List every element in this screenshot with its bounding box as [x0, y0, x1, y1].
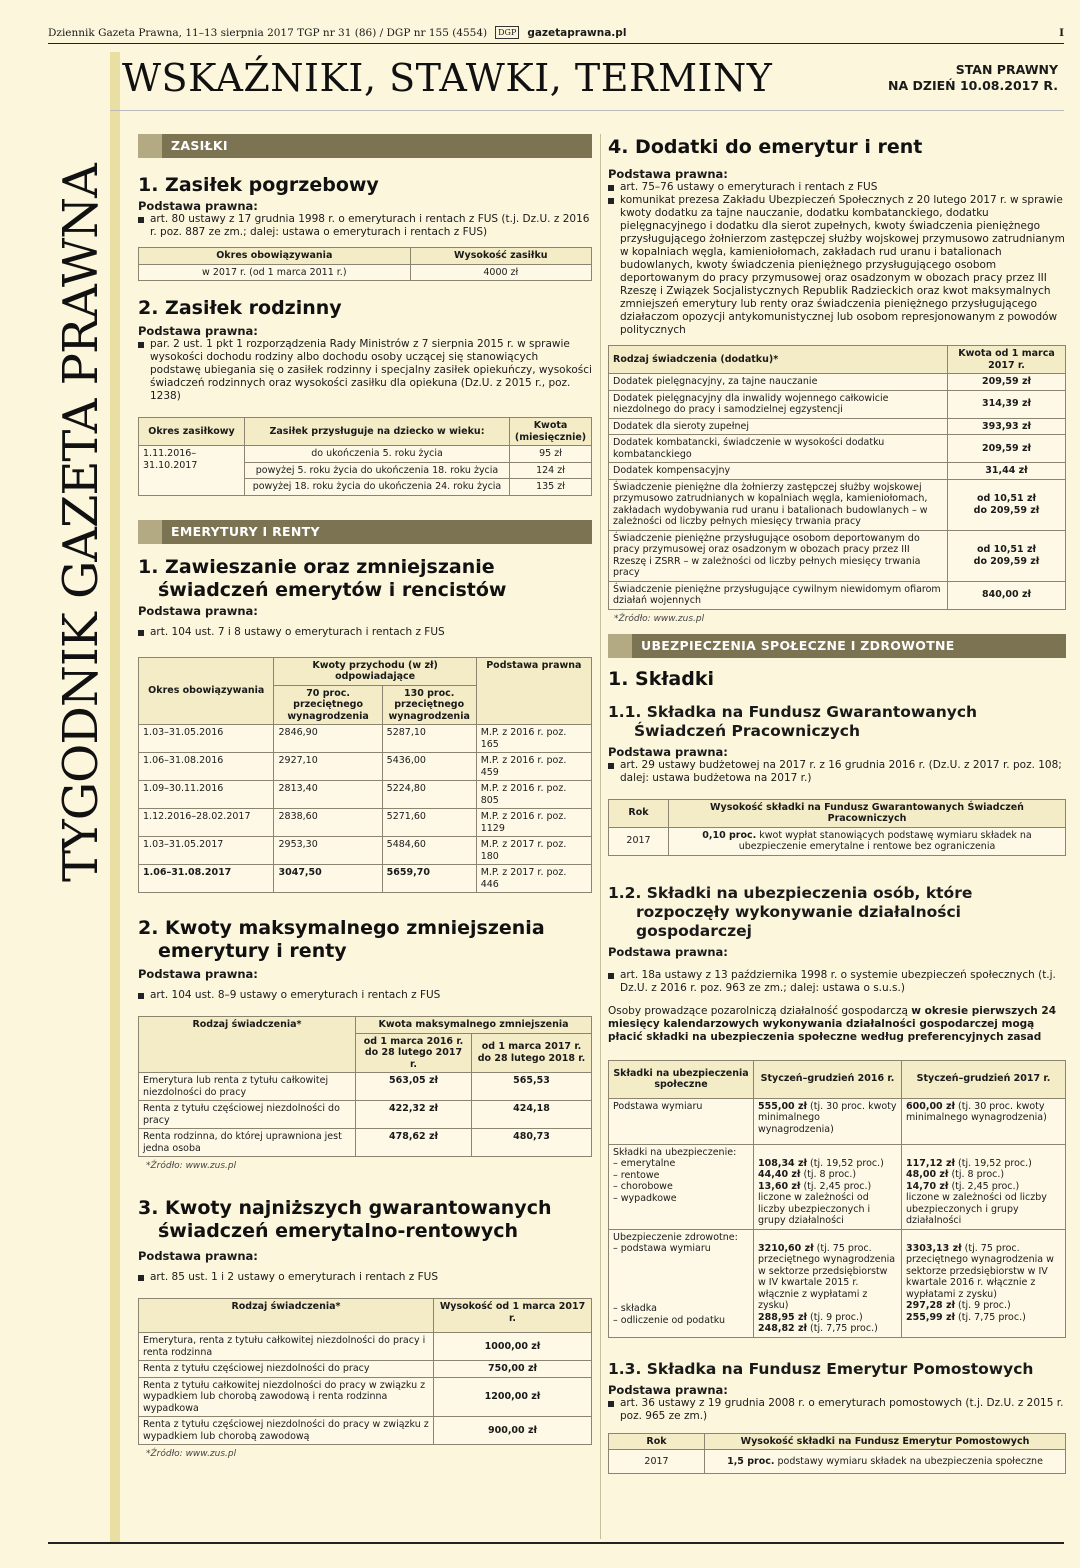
- cell: [948, 374, 1066, 391]
- table-row: [609, 581, 1066, 609]
- cell: Emerytura lub renta z tytułu całkowitej niezdolności do pracy: [139, 1073, 356, 1101]
- cell: Renta z tytułu częściowej niezdolności do pracy w związku z wypadkiem lub chorobą zawodową: [139, 1417, 434, 1445]
- table-maks-zmniejszenie: [138, 1016, 592, 1157]
- text: (tj. 7,75 proc.): [955, 1311, 1026, 1323]
- th: Wysokość od 1 marca 2017 r.: [434, 1299, 592, 1333]
- source-note: *Źródło: www.zus.pl: [146, 1161, 237, 1171]
- cell: do ukończenia 5. roku życia: [245, 446, 510, 463]
- cell: [948, 390, 1066, 418]
- cell: 1.12.2016–28.02.2017: [139, 809, 274, 837]
- cell: [754, 1144, 902, 1229]
- table-row: [609, 530, 1066, 581]
- page-title: WSKAŹNIKI, STAWKI, TERMINY: [122, 56, 773, 100]
- table-row: [609, 1229, 1066, 1337]
- cell: M.P. z 2016 r. poz. 805: [476, 781, 591, 809]
- table-row: [139, 753, 592, 781]
- line: [758, 1243, 897, 1312]
- th: Kwota maksymalnego zmniejszenia: [356, 1017, 592, 1034]
- value: 31,44 zł: [985, 465, 1028, 476]
- cell: Dodatek kombatancki, świadczenie w wysokości dodatku kombatanckiego: [609, 435, 948, 463]
- cell: 2838,60: [274, 809, 382, 837]
- cell: [948, 530, 1066, 581]
- th: 70 proc. przeciętnego wynagrodzenia: [274, 685, 382, 725]
- cell: [948, 463, 1066, 480]
- th: Wysokość zasiłku: [410, 248, 591, 265]
- cell: 1200,00 zł: [434, 1377, 592, 1417]
- table-row: [139, 1361, 592, 1378]
- cell: Świadczenie pieniężne przysługujące osobom deportowanym do pracy przymusowej oraz osadzonym w obozach pracy przez III Rzeszę i ZSRR – w zależności od liczby pełnych miesięcy trwania pracy: [609, 530, 948, 581]
- table-row: [609, 1144, 1066, 1229]
- cell: 5224,80: [382, 781, 476, 809]
- table-zasilek-rodzinny: [138, 417, 592, 496]
- stan-line1: STAN PRAWNY: [955, 62, 1058, 77]
- th: Styczeń–grudzień 2017 r.: [902, 1060, 1066, 1098]
- text: Ubezpieczenie zdrowotne:: [613, 1231, 738, 1243]
- value: 393,93 zł: [981, 420, 1032, 432]
- publication-info: Dziennik Gazeta Prawna, 11–13 sierpnia 2017 TGP nr 31 (86) / DGP nr 155 (4554): [48, 26, 488, 39]
- table-row: [139, 865, 592, 893]
- source-note: *Źródło: www.zus.pl: [614, 613, 705, 624]
- text: (tj. 30 proc. kwoty minimalnego wynagrodzenia): [906, 1100, 1047, 1123]
- value: do 209,59 zł: [973, 555, 1040, 567]
- value: 48,00 zł: [906, 1169, 949, 1180]
- cell: 478,62 zł: [356, 1129, 472, 1157]
- text: – emerytalne: [613, 1158, 676, 1169]
- table-row: [609, 479, 1066, 530]
- cell: Emerytura, renta z tytułu całkowitej niezdolności do pracy i renta rodzinna: [139, 1333, 434, 1361]
- cell: [948, 435, 1066, 463]
- stan-prawny: [888, 62, 1058, 94]
- legal-basis-label: Podstawa prawna:: [608, 944, 728, 959]
- text: (tj. 2,45 proc.): [800, 1180, 872, 1192]
- cell: 1.11.2016–31.10.2017: [139, 446, 245, 496]
- source-note: *Źródło: www.zus.pl: [146, 1449, 237, 1459]
- text: – odliczenie od podatku: [613, 1314, 725, 1326]
- table-zawieszanie: [138, 657, 592, 894]
- top-bar: [48, 22, 1064, 44]
- vertical-title: TYGODNIK GAZETA PRAWNA: [53, 164, 109, 882]
- text: (tj. 30 proc. kwoty minimalnego wynagrodzenia): [758, 1100, 897, 1135]
- section-band-zasilki: ZASIŁKI: [138, 134, 592, 158]
- legal-basis-label: Podstawa prawna:: [138, 603, 258, 618]
- column-separator: [600, 134, 601, 1539]
- text: (tj. 75 proc. przeciętnego wynagrodzenia w sektorze przedsiębiorstw w IV kwartale 2015 r. włącznie z wypłatami z zysku): [758, 1242, 896, 1311]
- legal-basis-label: Podstawa prawna:: [608, 1382, 728, 1397]
- value: 1,5 proc.: [727, 1455, 775, 1467]
- cell: Renta z tytułu częściowej niezdolności do pracy: [139, 1101, 356, 1129]
- cell: 563,05 zł: [356, 1073, 472, 1101]
- line: [906, 1169, 1061, 1181]
- cell: 124 zł: [510, 462, 592, 479]
- th: Wysokość składki na Fundusz Emerytur Pomostowych: [705, 1433, 1066, 1450]
- cell: 5659,70: [382, 865, 476, 893]
- value: 248,82 zł: [758, 1323, 808, 1334]
- cell: Dodatek pielęgnacyjny dla inwalidy wojennego całkowicie niezdolnego do pracy i samodzielnej egzystencji: [609, 390, 948, 418]
- cell: 5436,00: [382, 753, 476, 781]
- legal-basis-item: art. 29 ustawy budżetowej na 2017 r. z 16 grudnia 2016 r. (Dz.U. z 2017 r. poz. 108; dalej: ustawa budżetowa na 2017 r.): [608, 759, 1066, 785]
- value: 255,99 zł: [906, 1311, 956, 1323]
- cell: 2927,10: [274, 753, 382, 781]
- th: Kwota od 1 marca 2017 r.: [948, 346, 1066, 374]
- cell: Dodatek dla sieroty zupełnej: [609, 418, 948, 435]
- cell: Świadczenie pieniężne dla żołnierzy zastępczej służby wojskowej przymusowo zatrudnianych w kopalniach węgla, kamieniołomach, zakładach wydobywania rud uranu i batalionach budowlanych – w zależności od liczby pełnych miesięcy trwania pracy: [609, 479, 948, 530]
- legal-basis-item: art. 85 ust. 1 i 2 ustawy o emeryturach i rentach z FUS: [138, 1271, 592, 1284]
- cell: [609, 1229, 754, 1337]
- text: – rentowe: [613, 1169, 660, 1181]
- table-row: [609, 1098, 1066, 1144]
- value: 314,39 zł: [981, 398, 1032, 410]
- legal-basis-label: Podstawa prawna:: [608, 744, 728, 759]
- cell: [902, 1229, 1066, 1337]
- value: 297,28 zł: [906, 1300, 956, 1311]
- cell: Podstawa wymiaru: [609, 1098, 754, 1144]
- th: Okres obowiązywania: [139, 657, 274, 725]
- section-title: 3. Kwoty najniższych gwarantowanych świadczeń emerytalno-rentowych: [138, 1197, 552, 1242]
- table-row: [139, 1073, 592, 1101]
- line: [906, 1312, 1061, 1324]
- th: od 1 marca 2017 r. do 28 lutego 2018 r.: [472, 1033, 592, 1073]
- cell: 5484,60: [382, 837, 476, 865]
- legal-basis-label: Podstawa prawna:: [138, 324, 258, 338]
- section-title: 2. Zasiłek rodzinny: [138, 297, 342, 319]
- th: Rodzaj świadczenia*: [139, 1299, 434, 1333]
- value: 840,00 zł: [981, 589, 1032, 601]
- cell: Renta z tytułu całkowitej niezdolności do pracy w związku z wypadkiem lub chorobą zawodową i renta rodzinna wypadkowa: [139, 1377, 434, 1417]
- value: kwot wypłat stanowiących podstawę wymiaru składek na ubezpieczenie emerytalne i rentowe bez ograniczenia: [738, 829, 1032, 852]
- legal-basis-item: komunikat prezesa Zakładu Ubezpieczeń Społecznych z 20 lutego 2017 r. w sprawie kwoty dodatku za tajne nauczanie, dodatku kombatanckiego, dodatku pielęgnacyjnego i dodatku dla sierot zupełnych, kwoty świadczenia pieniężnego przysługującego żołnierzom zastępczej służby wojskowej przymusowo zatrudnianym w kopalniach węgla, kamieniołomach, zakładach rud uranu i batalionach budowlanych, kwoty świadczenia pieniężnego przysługującego osobom deportowanym do pracy przymusowej oraz osadzonym w obozach pracy przez III Rzeszę i Związek Socjalistycznych Republik Radzieckich oraz kwot maksymalnych zmniejszeń emerytury lub renty oraz świadczenia pieniężnego przysługującego działaczom opozycji antykomunistycznej lub osobom represjonowanym z powodów politycznych: [608, 194, 1066, 337]
- stan-line2: NA DZIEŃ 10.08.2017 R.: [888, 78, 1058, 93]
- cell: [754, 1098, 902, 1144]
- line: [906, 1181, 1061, 1193]
- text: (tj. 9 proc.): [955, 1300, 1011, 1311]
- site-link[interactable]: gazetaprawna.pl: [527, 26, 627, 39]
- th: 130 proc. przeciętnego wynagrodzenia: [382, 685, 476, 725]
- cell: M.P. z 2017 r. poz. 446: [476, 865, 591, 893]
- legal-basis-label: Podstawa prawna:: [138, 1249, 258, 1263]
- th: Okres obowiązywania: [139, 248, 411, 265]
- right-column: [608, 134, 1066, 1474]
- cell: [948, 581, 1066, 609]
- legal-basis-item: art. 80 ustawy z 17 grudnia 1998 r. o emeryturach i rentach z FUS (t.j. Dz.U. z 2016 r. poz. 887 ze zm.; dalej: ustawa o emeryturach i rentach z FUS): [138, 213, 592, 239]
- table-row: [139, 837, 592, 865]
- table-row: [609, 390, 1066, 418]
- table-dodatki: [608, 345, 1066, 610]
- cell: [754, 1229, 902, 1337]
- line: [906, 1243, 1061, 1301]
- cell: 2813,40: [274, 781, 382, 809]
- bottom-rule: [48, 1542, 1064, 1544]
- cell: 900,00 zł: [434, 1417, 592, 1445]
- cell: powyżej 5. roku życia do ukończenia 18. roku życia: [245, 462, 510, 479]
- cell: 1.06–31.08.2017: [139, 865, 274, 893]
- value: 108,34 zł: [758, 1157, 808, 1169]
- value: 209,59 zł: [981, 376, 1032, 387]
- section-title: 1. Zasiłek pogrzebowy: [138, 174, 379, 196]
- value: 14,70 zł: [906, 1180, 949, 1192]
- legal-basis-item: art. 104 ust. 7 i 8 ustawy o emeryturach i rentach z FUS: [138, 626, 592, 639]
- table-row: [139, 781, 592, 809]
- section-band-ubezpieczenia: UBEZPIECZENIA SPOŁECZNE I ZDROWOTNE: [608, 634, 1066, 658]
- text: – wypadkowe: [613, 1192, 677, 1204]
- cell: 2017: [609, 827, 669, 855]
- section-title: 4. Dodatki do emerytur i rent: [608, 136, 923, 158]
- cell: w 2017 r. (od 1 marca 2011 r.): [139, 264, 411, 281]
- text: (tj. 2,45 proc.): [948, 1180, 1020, 1192]
- table-row: [139, 725, 592, 753]
- cell: M.P. z 2016 r. poz. 165: [476, 725, 591, 753]
- section-title: 2. Kwoty maksymalnego zmniejszenia emerytury i renty: [138, 917, 545, 962]
- subsection-title: 1.2. Składki na ubezpieczenia osób, które rozpoczęły wykonywanie działalności gospodarczej: [608, 883, 973, 940]
- cell: Renta rodzinna, do której uprawniona jest jedna osoba: [139, 1129, 356, 1157]
- table-najnizsze: [138, 1298, 592, 1445]
- section-title: 1. Zawieszanie oraz zmniejszanie świadczeń emerytów i rencistów: [138, 555, 507, 601]
- cell: Dodatek pielęgnacyjny, za tajne nauczanie: [609, 374, 948, 391]
- value: 117,12 zł: [906, 1157, 956, 1169]
- cell: 5287,10: [382, 725, 476, 753]
- table-row: [139, 809, 592, 837]
- text: – chorobowe: [613, 1181, 673, 1192]
- cell: 422,32 zł: [356, 1101, 472, 1129]
- text: (tj. 7,75 proc.): [807, 1323, 878, 1334]
- table-zasilek-pogrzebowy: [138, 247, 592, 281]
- th: Okres zasiłkowy: [139, 418, 245, 446]
- cell: 2846,90: [274, 725, 382, 753]
- th: Podstawa prawna: [476, 657, 591, 725]
- cell: M.P. z 2017 r. poz. 180: [476, 837, 591, 865]
- value: 13,60 zł: [758, 1180, 801, 1192]
- table-row: [139, 1333, 592, 1361]
- value: od 10,51 zł: [976, 544, 1037, 555]
- section-title: 1. Składki: [608, 667, 714, 690]
- value: 44,40 zł: [758, 1169, 801, 1180]
- vertical-strip: [110, 52, 120, 1542]
- cell: [902, 1098, 1066, 1144]
- legal-basis-item: art. 36 ustawy z 19 grudnia 2008 r. o emeryturach pomostowych (t.j. Dz.U. z 2015 r. poz. 965 ze zm.): [608, 1397, 1066, 1423]
- cell: [948, 479, 1066, 530]
- line: [906, 1300, 1061, 1312]
- table-row: [139, 1417, 592, 1445]
- cell: [609, 1144, 754, 1229]
- text: (tj. 19,52 proc.): [955, 1157, 1032, 1169]
- table-row: [609, 463, 1066, 480]
- value: od 10,51 zł: [976, 493, 1037, 504]
- table-skladki-nowi: [608, 1060, 1066, 1338]
- table-row: [609, 435, 1066, 463]
- table-row: [139, 1129, 592, 1157]
- line: [758, 1312, 897, 1324]
- cell: 424,18: [472, 1101, 592, 1129]
- cell: 1.09–30.11.2016: [139, 781, 274, 809]
- text: Osoby prowadzące pozarolniczą działalność gospodarczą: [608, 1004, 912, 1017]
- cell: 3047,50: [274, 865, 382, 893]
- cell: [705, 1450, 1066, 1474]
- text: liczone w zależności od liczby ubezpieczonych i grupy działalności: [758, 1192, 871, 1226]
- text: Składki na ubezpieczenie:: [613, 1146, 737, 1158]
- th: Rodzaj świadczenia*: [139, 1017, 356, 1073]
- cell: Dodatek kompensacyjny: [609, 463, 948, 480]
- cell: 750,00 zł: [434, 1361, 592, 1378]
- legal-basis-label: Podstawa prawna:: [138, 199, 258, 213]
- dgp-logo: DGP: [495, 26, 519, 39]
- th: Składki na ubezpieczenia społeczne: [609, 1060, 754, 1098]
- cell: 1000,00 zł: [434, 1333, 592, 1361]
- text: (tj. 19,52 proc.): [807, 1157, 884, 1169]
- text: liczone w zależności od liczby ubezpieczonych i grupy działalności: [906, 1192, 1047, 1226]
- value: 600,00 zł: [906, 1100, 956, 1112]
- cell: 2017: [609, 1450, 705, 1474]
- th: Zasiłek przysługuje na dziecko w wieku:: [245, 418, 510, 446]
- cell: 1.03–31.05.2016: [139, 725, 274, 753]
- cell: 4000 zł: [410, 264, 591, 281]
- legal-basis-item: art. 18a ustawy z 13 października 1998 r. o systemie ubezpieczeń społecznych (t.j. Dz.U. z 2016 r. poz. 963 ze zm.; dalej: ustawa o s.u.s.): [608, 969, 1066, 995]
- table-row: [609, 418, 1066, 435]
- subsection-title: 1.1. Składka na Fundusz Gwarantowanych Świadczeń Pracowniczych: [608, 702, 978, 740]
- text: – podstawa wymiaru: [613, 1243, 711, 1254]
- value: 3303,13 zł: [906, 1242, 962, 1254]
- cell: 565,53: [472, 1073, 592, 1101]
- line: [906, 1158, 1061, 1170]
- cell: [948, 418, 1066, 435]
- line: [758, 1181, 897, 1193]
- cell: M.P. z 2016 r. poz. 1129: [476, 809, 591, 837]
- cell: 95 zł: [510, 446, 592, 463]
- th: Rodzaj świadczenia (dodatku)*: [609, 346, 948, 374]
- th: Kwota (miesięcznie): [510, 418, 592, 446]
- subsection-title: 1.3. Składka na Fundusz Emerytur Pomostowych: [608, 1359, 1034, 1378]
- header-rule: [110, 110, 1064, 111]
- paragraph: [608, 1005, 1066, 1044]
- cell: 1.03–31.05.2017: [139, 837, 274, 865]
- cell: Świadczenie pieniężne przysługujące cywilnym niewidomym ofiarom działań wojennych: [609, 581, 948, 609]
- left-column: [138, 134, 592, 1459]
- th: od 1 marca 2016 r. do 28 lutego 2017 r.: [356, 1033, 472, 1073]
- cell: 2953,30: [274, 837, 382, 865]
- cell: M.P. z 2016 r. poz. 459: [476, 753, 591, 781]
- value: 0,10 proc.: [702, 829, 757, 841]
- th: Wysokość składki na Fundusz Gwarantowanych Świadczeń Pracowniczych: [669, 799, 1066, 827]
- legal-basis-label: Podstawa prawna:: [608, 167, 728, 181]
- legal-basis-item: art. 104 ust. 8–9 ustawy o emeryturach i rentach z FUS: [138, 989, 592, 1002]
- table-row: [139, 1101, 592, 1129]
- text: (tj. 9 proc.): [807, 1311, 863, 1323]
- page-number: I: [1059, 26, 1064, 39]
- cell: [902, 1144, 1066, 1229]
- line: [758, 1323, 897, 1335]
- value: do 209,59 zł: [973, 504, 1040, 516]
- text: w okresie pierwszych 24 miesięcy kalendarzowych wykonywania działalności gospodarczej mogą płacić składki na ubezpieczenia społeczne według preferencyjnych zasad: [608, 1004, 1057, 1043]
- value: 288,95 zł: [758, 1311, 808, 1323]
- text: – składka: [613, 1303, 657, 1314]
- table-row: [609, 374, 1066, 391]
- table-fep: [608, 1433, 1066, 1475]
- th: Styczeń–grudzień 2016 r.: [754, 1060, 902, 1098]
- vertical-title-box: [52, 52, 110, 882]
- cell: powyżej 18. roku życia do ukończenia 24. roku życia: [245, 479, 510, 496]
- legal-basis-label: Podstawa prawna:: [138, 967, 258, 981]
- text: (tj. 8 proc.): [800, 1169, 857, 1180]
- section-band-emerytury: EMERYTURY I RENTY: [138, 520, 592, 544]
- cell: 135 zł: [510, 479, 592, 496]
- cell: Renta z tytułu częściowej niezdolności do pracy: [139, 1361, 434, 1378]
- th: Rok: [609, 799, 669, 827]
- legal-basis-item: par. 2 ust. 1 pkt 1 rozporządzenia Rady Ministrów z 7 sierpnia 2015 r. w sprawie wysokości dochodu rodziny albo dochodu osoby uczącej się stanowiących podstawę ubiegania się o zasiłek rodzinny i specjalny zasiłek opiekuńczy, wysokości świadczeń rodzinnych oraz wysokości zasiłku dla opiekuna (Dz.U. z 2015 r., poz. 1238): [138, 338, 592, 403]
- value: 3210,60 zł: [758, 1242, 814, 1254]
- text: (tj. 75 proc. przeciętnego wynagrodzenia w sektorze przedsiębiorstw w IV kwartale 2016 r. włącznie z wypłatami z zysku): [906, 1242, 1054, 1300]
- text: (tj. 8 proc.): [948, 1169, 1005, 1180]
- value: 209,59 zł: [981, 442, 1032, 454]
- th: Kwoty przychodu (w zł) odpowiadające: [274, 657, 476, 685]
- text: podstawy wymiaru składek na ubezpieczenia społeczne: [774, 1455, 1043, 1467]
- value: 555,00 zł: [758, 1100, 808, 1112]
- cell: 1.06–31.08.2016: [139, 753, 274, 781]
- line: [758, 1158, 897, 1170]
- table-fgsp: [608, 799, 1066, 856]
- th: Rok: [609, 1433, 705, 1450]
- line: [758, 1169, 897, 1181]
- table-row: [139, 1377, 592, 1417]
- cell: [669, 827, 1066, 855]
- cell: 5271,60: [382, 809, 476, 837]
- legal-basis-item: art. 75–76 ustawy o emeryturach i rentach z FUS: [608, 181, 1066, 194]
- cell: 480,73: [472, 1129, 592, 1157]
